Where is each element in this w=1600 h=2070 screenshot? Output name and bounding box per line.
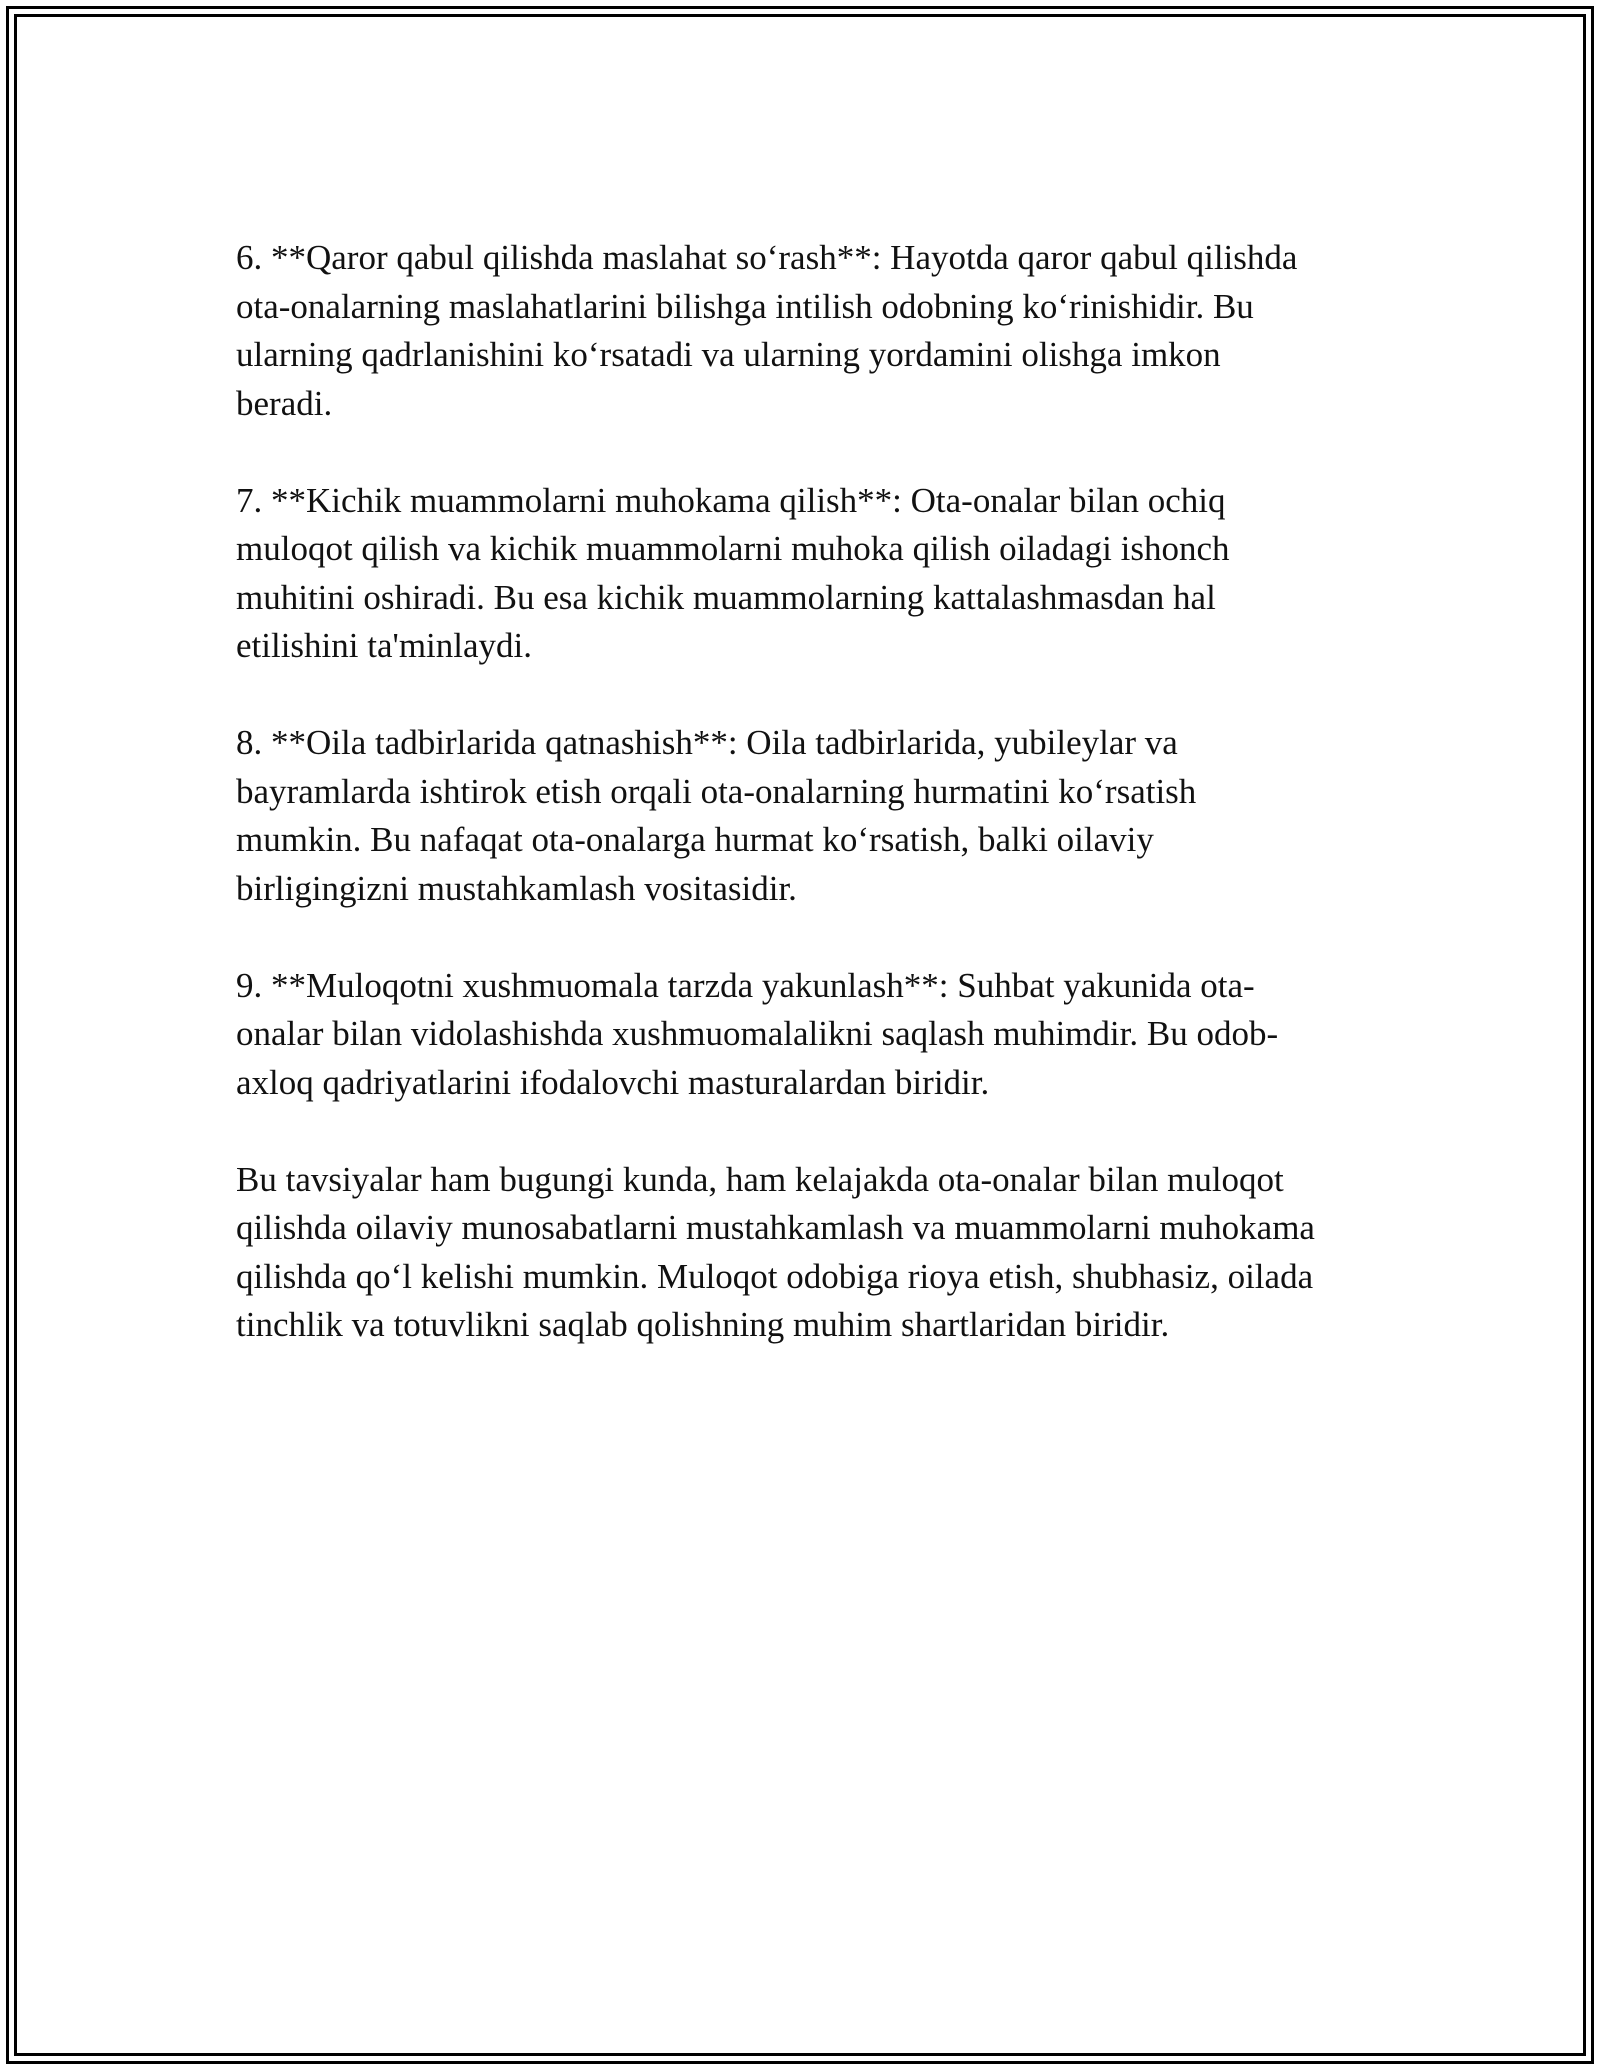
text-line: ularning qadrlanishini ko‘rsatadi va ularning yordamini olishga imkon	[236, 335, 1221, 374]
text-line: qilishda oilaviy munosabatlarni mustahkamlash va muammolarni muhokama	[236, 1208, 1315, 1247]
text-line: Bu tavsiyalar ham bugungi kunda, ham kelajakda ota-onalar bilan muloqot	[236, 1159, 1284, 1199]
text-line: 7. **Kichik muammolarni muhokama qilish**: Ota-onalar bilan ochiq	[236, 480, 1226, 520]
document-body	[236, 234, 1386, 1398]
text-line: mumkin. Bu nafaqat ota-onalarga hurmat ko‘rsatish, balki oilaviy	[236, 820, 1154, 859]
text-line: muloqot qilish va kichik muammolarni muhoka qilish oiladagi ishonch	[236, 529, 1230, 568]
text-line: birligingizni mustahkamlash vositasidir.	[236, 868, 797, 908]
text-line: muhitini oshiradi. Bu esa kichik muammolarning kattalashmasdan hal	[236, 577, 1216, 617]
text-line: qilishda qo‘l kelishi mumkin. Muloqot odobiga rioya etish, shubhasiz, oilada	[236, 1256, 1314, 1296]
text-line: bayramlarda ishtirok etish orqali ota-onalarning hurmatini ko‘rsatish	[236, 771, 1197, 811]
text-line: 6. **Qaror qabul qilishda maslahat so‘rash**: Hayotda qaror qabul qilishda	[236, 238, 1298, 277]
text-line: beradi.	[236, 383, 333, 423]
paragraph-6	[236, 234, 1386, 428]
text-line: ota-onalarning maslahatlarini bilishga intilish odobning ko‘rinishidir. Bu	[236, 286, 1254, 326]
text-line: 9. **Muloqotni xushmuomala tarzda yakunlash**: Suhbat yakunida ota-	[236, 965, 1255, 1005]
text-line: etilishini ta'minlaydi.	[236, 626, 532, 665]
text-line: onalar bilan vidolashishda xushmuomalalikni saqlash muhimdir. Bu odob-	[236, 1014, 1279, 1053]
paragraph-9	[236, 962, 1386, 1108]
paragraph-7	[236, 477, 1386, 671]
text-line: axloq qadriyatlarini ifodalovchi masturalardan biridir.	[236, 1062, 990, 1102]
paragraph-8	[236, 719, 1386, 913]
text-line: 8. **Oila tadbirlarida qatnashish**: Oila tadbirlarida, yubileylar va	[236, 723, 1178, 762]
text-line: tinchlik va totuvlikni saqlab qolishning muhim shartlaridan biridir.	[236, 1305, 1170, 1344]
paragraph-conclusion	[236, 1156, 1386, 1350]
